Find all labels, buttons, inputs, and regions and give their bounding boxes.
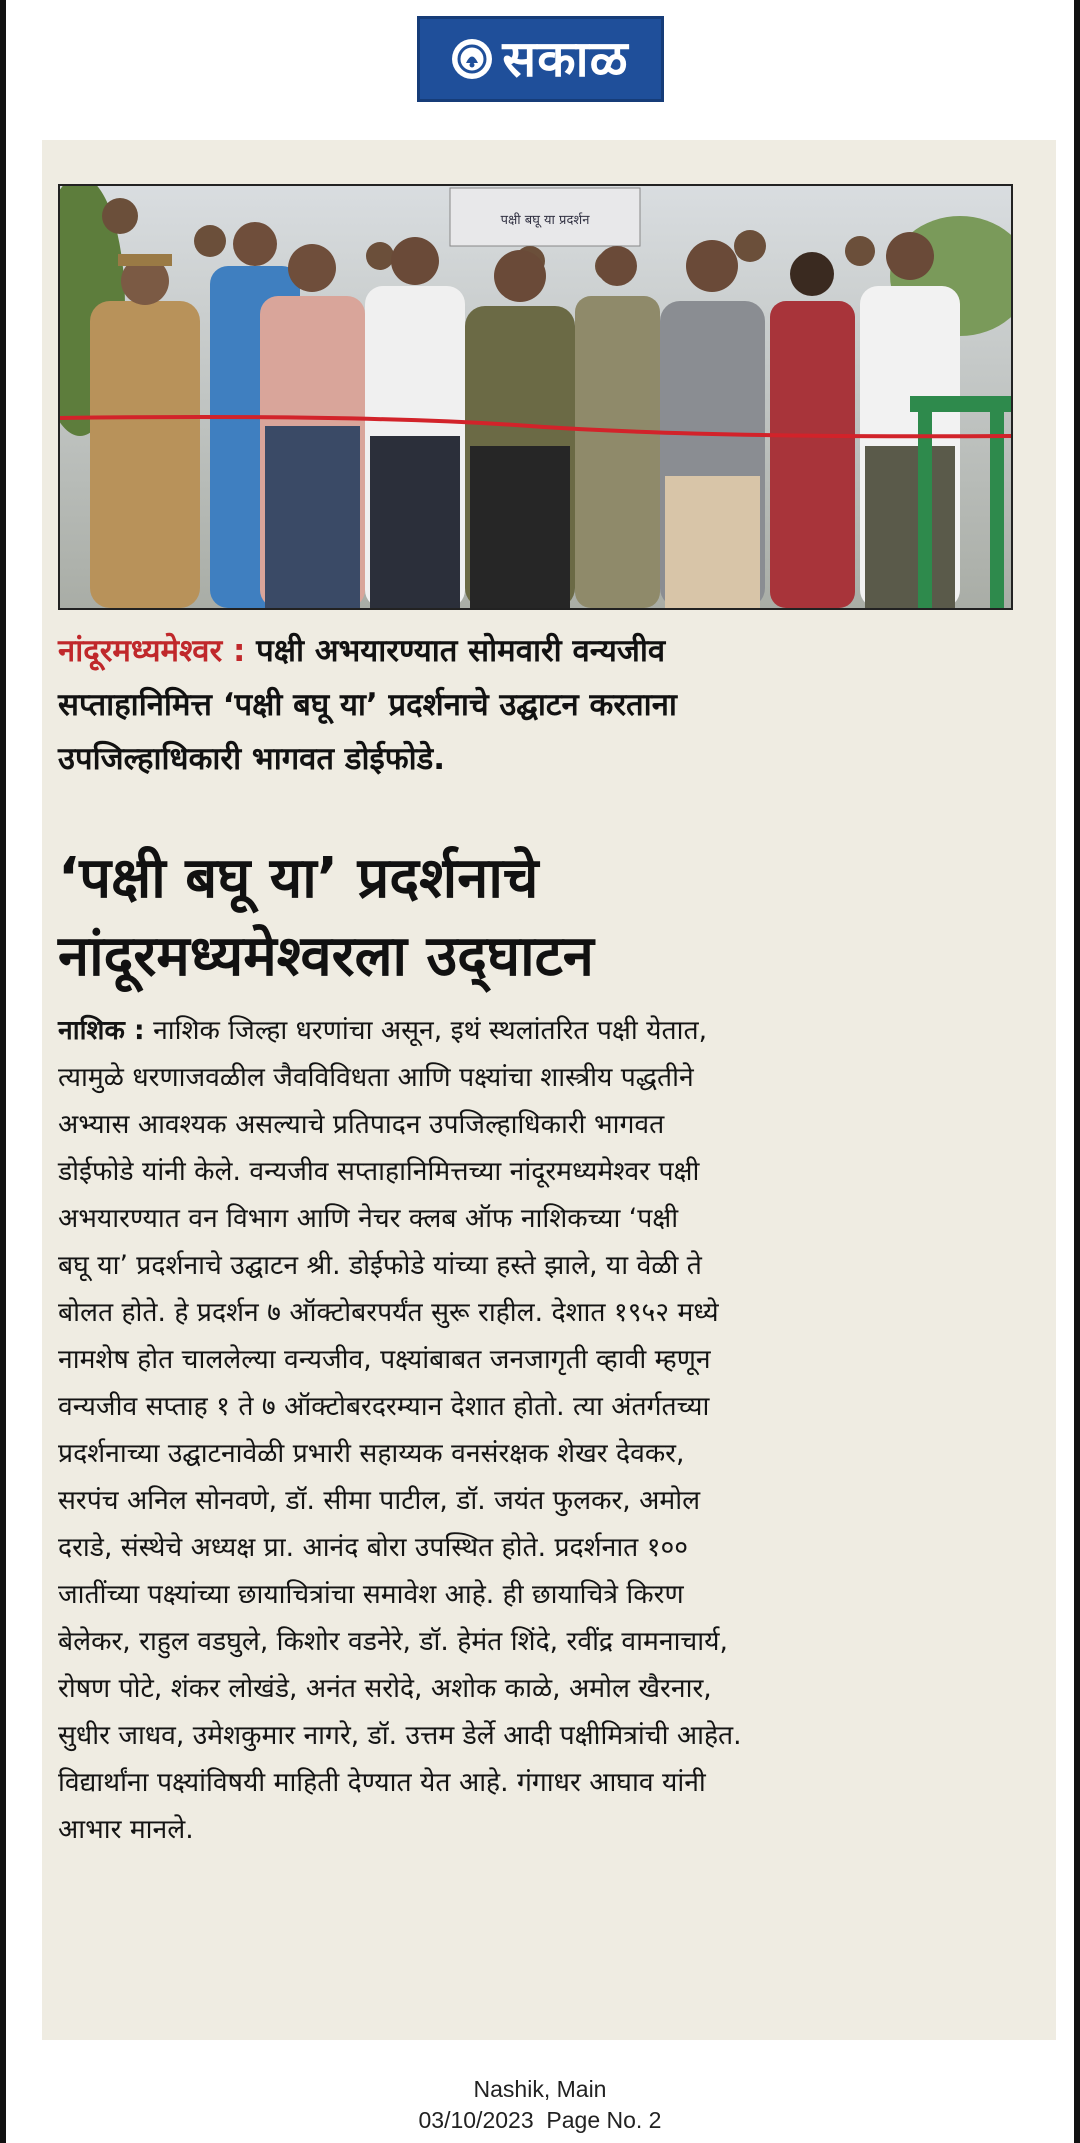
article-line: बोलत होते. हे प्रदर्शन ७ ऑक्टोबरपर्यंत सुरू राहील. देशात १९५२ मध्ये xyxy=(58,1297,719,1328)
article-line: विद्यार्थांना पक्ष्यांविषयी माहिती देण्यात येत आहे. गंगाधर आघाव यांनी xyxy=(58,1767,706,1798)
sakal-emblem-icon xyxy=(452,39,492,79)
article-line: त्यामुळे धरणाजवळील जैवविविधता आणि पक्ष्यांचा शास्त्रीय पद्धतीने xyxy=(58,1062,694,1093)
article-line: जातींच्या पक्ष्यांच्या छायाचित्रांचा समावेश आहे. ही छायाचित्रे किरण xyxy=(58,1579,684,1610)
article-headline xyxy=(58,840,1013,996)
article-line: नाशिक जिल्हा धरणांचा असून, इथं स्थलांतरित पक्षी येतात, xyxy=(144,1015,708,1046)
article-line: बघू या’ प्रदर्शनाचे उद्घाटन श्री. डोईफोडे यांच्या हस्ते झाले, या वेळी ते xyxy=(58,1250,702,1281)
article-body xyxy=(58,1007,1013,1853)
page-footer xyxy=(0,2074,1080,2136)
article-line: दराडे, संस्थेचे अध्यक्ष प्रा. आनंद बोरा उपस्थित होते. प्रदर्शनात १०० xyxy=(58,1532,689,1563)
article-line: अभ्यास आवश्यक असल्याचे प्रतिपादन उपजिल्हाधिकारी भागवत xyxy=(58,1109,665,1140)
article-line: सुधीर जाधव, उमेशकुमार नागरे, डॉ. उत्तम डेर्ले आदी पक्षीमित्रांची आहेत. xyxy=(58,1720,742,1751)
date-page-label: 03/10/2023 Page No. 2 xyxy=(418,2107,662,2133)
photo-caption xyxy=(58,624,1013,786)
caption-line: सप्ताहानिमित्त ‘पक्षी बघू या’ प्रदर्शनाचे उद्घाटन करताना xyxy=(58,687,677,723)
article-line: वन्यजीव सप्ताह १ ते ७ ऑक्टोबरदरम्यान देशात होतो. त्या अंतर्गतच्या xyxy=(58,1391,710,1422)
ribbon-cutting-photo xyxy=(58,184,1013,610)
logo-wordmark: सकाळ xyxy=(502,30,629,88)
article-line: आभार मानले. xyxy=(58,1814,194,1845)
headline-line: नांदूरमध्यमेश्वरला उद्‌घाटन xyxy=(58,924,594,989)
article-line: रोषण पोटे, शंकर लोखंडे, अनंत सरोदे, अशोक काळे, अमोल खैरनार, xyxy=(58,1673,712,1704)
headline-line: ‘पक्षी बघू या’ प्रदर्शनाचे xyxy=(58,846,539,911)
caption-line: पक्षी अभयारण्यात सोमवारी वन्यजीव xyxy=(245,633,666,669)
edition-label: Nashik, Main xyxy=(473,2076,607,2102)
sakal-logo xyxy=(417,16,664,102)
article-line: नामशेष होत चाललेल्या वन्यजीव, पक्ष्यांबाबत जनजागृती व्हावी म्हणून xyxy=(58,1344,711,1375)
caption-place: नांदूरमध्यमेश्वर : xyxy=(58,633,246,669)
article-line: डोईफोडे यांनी केले. वन्यजीव सप्ताहानिमित्तच्या नांदूरमध्यमेश्वर पक्षी xyxy=(58,1156,700,1187)
photo-banner-text: पक्षी बघू या प्रदर्शन xyxy=(500,213,590,228)
article-line: बेलेकर, राहुल वडघुले, किशोर वडनेरे, डॉ. हेमंत शिंदे, रवींद्र वामनाचार्य, xyxy=(58,1626,728,1657)
caption-line: उपजिल्हाधिकारी भागवत डोईफोडे. xyxy=(58,741,446,777)
article-line: अभयारण्यात वन विभाग आणि नेचर क्लब ऑफ नाशिकच्या ‘पक्षी xyxy=(58,1203,679,1234)
article-line: सरपंच अनिल सोनवणे, डॉ. सीमा पाटील, डॉ. जयंत फुलकर, अमोल xyxy=(58,1485,701,1516)
article-line: प्रदर्शनाच्या उद्घाटनावेळी प्रभारी सहाय्यक वनसंरक्षक शेखर देवकर, xyxy=(58,1438,685,1469)
article-dateline: नाशिक : xyxy=(58,1015,145,1046)
